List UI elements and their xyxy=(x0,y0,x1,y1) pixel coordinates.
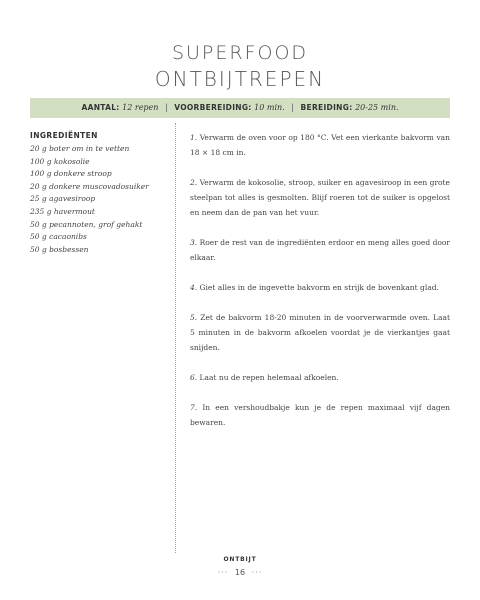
recipe-title xyxy=(0,40,480,92)
step-text: Zet de bakvorm 18-20 minuten in de voorverwarmde oven. Laat 5 minuten in de bakvorm afkoelen voordat je de vierkantjes gaat snijden. xyxy=(190,313,450,352)
ingredient-item: 25 g agavesiroop xyxy=(30,194,96,204)
ingredient-item: 100 g kokosolie xyxy=(30,156,90,166)
method-step xyxy=(190,370,450,385)
step-text: Verwarm de oven voor op 180 °C. Vet een vierkante bakvorm van 18 × 18 cm in. xyxy=(190,133,450,157)
method-step xyxy=(190,235,450,265)
column-divider xyxy=(175,123,176,553)
step-number: 2. xyxy=(190,178,198,187)
step-text: Laat nu de repen helemaal afkoelen. xyxy=(199,373,339,382)
ingredient-item: 50 g bosbessen xyxy=(30,244,89,254)
step-text: Roer de rest van de ingrediënten erdoor en meng alles goed door elkaar. xyxy=(190,238,450,262)
step-number: 7. xyxy=(190,403,198,412)
ingredient-item: 20 g boter om in te vetten xyxy=(30,144,130,153)
method-step xyxy=(190,400,450,430)
cook-label: BEREIDING: xyxy=(300,103,353,112)
step-number: 5. xyxy=(190,313,198,322)
step-number: 1. xyxy=(190,133,198,142)
page-dots-right: ··· xyxy=(251,568,263,577)
page-number xyxy=(0,568,480,577)
method-step xyxy=(190,310,450,355)
ingredients-heading: INGREDIËNTEN xyxy=(30,131,98,140)
prep-value: 10 min. xyxy=(254,103,285,112)
page-number-value: 16 xyxy=(234,568,246,577)
amount-label: AANTAL: xyxy=(81,103,120,112)
step-number: 3. xyxy=(190,238,198,247)
ingredients-list xyxy=(30,130,172,256)
step-text: In een vershoudbakje kun je de repen maximaal vijf dagen bewaren. xyxy=(190,403,451,427)
cook-value: 20-25 min. xyxy=(355,103,399,112)
recipe-info-band xyxy=(30,98,450,118)
ingredient-item: 50 g pecannoten, grof gehakt xyxy=(30,219,143,229)
method-step xyxy=(190,280,450,295)
step-number: 6. xyxy=(190,373,198,382)
ingredient-item: 20 g donkere muscovadosuiker xyxy=(30,181,149,191)
ingredient-item: 50 g cacaonibs xyxy=(30,232,87,242)
recipe-title-line2: ONTBIJTREPEN xyxy=(154,67,326,91)
ingredient-item: 235 g havermout xyxy=(30,206,95,216)
footer-section-label: ONTBIJT xyxy=(223,556,257,563)
method-step xyxy=(190,175,450,220)
method-steps xyxy=(190,130,450,445)
amount-value: 12 repen xyxy=(122,103,159,112)
info-separator: | xyxy=(291,103,294,112)
prep-label: VOORBEREIDING: xyxy=(174,103,252,112)
page-dots-left: ··· xyxy=(217,568,229,577)
method-step xyxy=(190,130,450,160)
step-text: Verwarm de kokosolie, stroop, suiker en agavesiroop in een grote steelpan tot alles is gesmolten. Blijf roeren tot de suiker is opgelost en neem dan de pan van het vuur. xyxy=(190,178,450,217)
step-text: Giet alles in de ingevette bakvorm en strijk de bovenkant glad. xyxy=(199,283,439,292)
recipe-title-line1: SUPERFOOD xyxy=(171,42,309,64)
step-number: 4. xyxy=(190,283,198,292)
ingredient-item: 100 g donkere stroop xyxy=(30,169,112,179)
info-separator: | xyxy=(164,103,168,112)
